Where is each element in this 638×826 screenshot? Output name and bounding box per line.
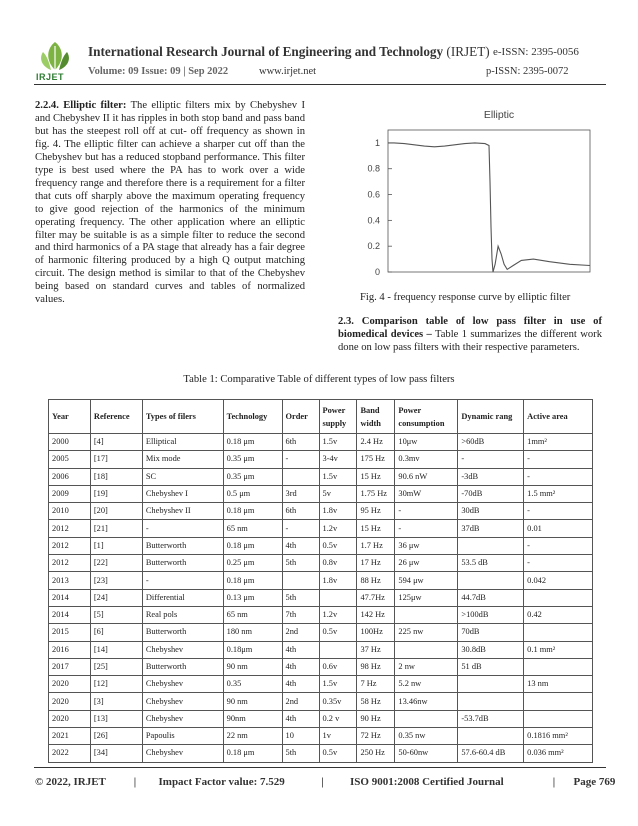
table-cell: 30.8dB (458, 641, 524, 658)
table-cell (395, 641, 458, 658)
table-cell: 65 nm (223, 520, 282, 537)
table-row (49, 485, 593, 502)
table-cell: 15 Hz (357, 520, 395, 537)
table-cell: [23] (90, 572, 142, 589)
table-cell: 2 nw (395, 658, 458, 675)
table-cell: [34] (90, 745, 142, 762)
table-cell: [19] (90, 485, 142, 502)
table-cell: [22] (90, 555, 142, 572)
table-header-row (49, 400, 593, 434)
table-cell: 2006 (49, 468, 91, 485)
elliptic-response-chart (350, 102, 600, 284)
table-cell: Butterworth (142, 624, 223, 641)
table-cell: - (282, 451, 319, 468)
table-cell: - (524, 537, 593, 554)
table-header-cell: Reference (90, 400, 142, 434)
table-cell: 10μw (395, 434, 458, 451)
table-cell: 90nm (223, 710, 282, 727)
table-cell: 1.8v (319, 572, 357, 589)
table-cell: 2012 (49, 555, 91, 572)
table-cell: 5v (319, 485, 357, 502)
table-row (49, 606, 593, 623)
table-row (49, 641, 593, 658)
table-cell: 90 nm (223, 658, 282, 675)
table-cell: -70dB (458, 485, 524, 502)
table-cell: 5th (282, 589, 319, 606)
chart-y-tick-label: 0.4 (367, 215, 380, 226)
table-cell: [5] (90, 606, 142, 623)
footer-copyright: © 2022, IRJET (35, 776, 106, 788)
footer-impact-factor: Impact Factor value: 7.529 (158, 776, 285, 788)
table-cell: 1.75 Hz (357, 485, 395, 502)
footer-page-number: Page 769 (573, 776, 616, 788)
table-cell: 180 nm (223, 624, 282, 641)
table-cell: 4th (282, 537, 319, 554)
table-cell: - (524, 468, 593, 485)
table-cell: Butterworth (142, 537, 223, 554)
table-cell: Chebyshev (142, 693, 223, 710)
table-cell: 36 μw (395, 537, 458, 554)
footer (35, 776, 615, 788)
table-cell: 3rd (282, 485, 319, 502)
table-cell: Real pols (142, 606, 223, 623)
journal-name: International Research Journal of Engineering and Technology (88, 44, 444, 59)
table-cell: [4] (90, 434, 142, 451)
table-cell: 0.3mv (395, 451, 458, 468)
table-cell: 0.042 (524, 572, 593, 589)
table-cell: 1.5 mm² (524, 485, 593, 502)
table-cell: 37 Hz (357, 641, 395, 658)
journal-title (88, 44, 490, 60)
table-cell: 90 nm (223, 693, 282, 710)
table-cell: 0.8v (319, 555, 357, 572)
table-row (49, 589, 593, 606)
table-cell: 26 μw (395, 555, 458, 572)
table-cell: 1.7 Hz (357, 537, 395, 554)
table-cell: 0.5v (319, 537, 357, 554)
elliptic-filter-heading: 2.2.4. Elliptic filter: (35, 100, 127, 111)
table-cell: 0.35 nw (395, 728, 458, 745)
table-cell: [12] (90, 676, 142, 693)
table-cell: Mix mode (142, 451, 223, 468)
table-cell (458, 676, 524, 693)
table-cell: 10 (282, 728, 319, 745)
table-cell: 2012 (49, 537, 91, 554)
table-header-cell: Types of filers (142, 400, 223, 434)
table-cell: - (524, 503, 593, 520)
table-cell: Butterworth (142, 658, 223, 675)
table-cell: 30mW (395, 485, 458, 502)
table-cell: [20] (90, 503, 142, 520)
table-cell (282, 468, 319, 485)
table-header-cell: Active area (524, 400, 593, 434)
table-header-cell: Year (49, 400, 91, 434)
table-cell: 7 Hz (357, 676, 395, 693)
table-cell: 50-60nw (395, 745, 458, 762)
table-cell: 175 Hz (357, 451, 395, 468)
table-cell (458, 537, 524, 554)
table-cell: 2020 (49, 710, 91, 727)
table-cell: 0.6v (319, 658, 357, 675)
table-cell: 0.2 v (319, 710, 357, 727)
table-cell: 4th (282, 710, 319, 727)
table-cell: 6th (282, 434, 319, 451)
table-cell: 594 μw (395, 572, 458, 589)
table-cell: 6th (282, 503, 319, 520)
table-cell: 57.6-60.4 dB (458, 745, 524, 762)
table-cell (524, 710, 593, 727)
table-header-cell: Dynamic rang (458, 400, 524, 434)
table-cell: 2020 (49, 676, 91, 693)
table-cell (524, 658, 593, 675)
table-row (49, 710, 593, 727)
table-cell: 17 Hz (357, 555, 395, 572)
footer-divider (34, 767, 606, 768)
table-row (49, 693, 593, 710)
table-cell: 0.5v (319, 624, 357, 641)
table-cell: 0.35 (223, 676, 282, 693)
comparison-section-paragraph (338, 315, 602, 354)
table-cell (458, 728, 524, 745)
chart-title: Elliptic (483, 109, 515, 121)
chart-series-line (388, 143, 590, 272)
table-row (49, 676, 593, 693)
table-cell: 3-4v (319, 451, 357, 468)
table-cell: 51 dB (458, 658, 524, 675)
table-cell: Butterworth (142, 555, 223, 572)
table-cell: Chebyshev II (142, 503, 223, 520)
table-row (49, 468, 593, 485)
table-row (49, 658, 593, 675)
comparison-section-heading: 2.3. Comparison table of low pass filter in use of biomedical devices – (338, 316, 602, 340)
table-cell: >100dB (458, 606, 524, 623)
table-cell: 0.1 mm² (524, 641, 593, 658)
table-cell: 13 nm (524, 676, 593, 693)
table-cell: 13.46nw (395, 693, 458, 710)
table-row (49, 572, 593, 589)
table-cell: 0.35 μm (223, 451, 282, 468)
table-cell: 2012 (49, 520, 91, 537)
table-cell: 90.6 nW (395, 468, 458, 485)
table-cell: 1v (319, 728, 357, 745)
table-cell: 2014 (49, 606, 91, 623)
table-cell: 2020 (49, 693, 91, 710)
table-cell: 0.5 μm (223, 485, 282, 502)
table-cell: 4th (282, 658, 319, 675)
table-cell: Papoulis (142, 728, 223, 745)
table-cell (524, 589, 593, 606)
footer-separator: | (552, 776, 556, 788)
table-cell: 2014 (49, 589, 91, 606)
table-cell: 2017 (49, 658, 91, 675)
table-cell: 2021 (49, 728, 91, 745)
table-cell: 0.1816 mm² (524, 728, 593, 745)
table-cell (458, 572, 524, 589)
table-body (49, 434, 593, 763)
table-cell: Chebyshev (142, 641, 223, 658)
table-cell: 0.35v (319, 693, 357, 710)
table-cell: 88 Hz (357, 572, 395, 589)
table-cell: Elliptical (142, 434, 223, 451)
table-cell: 22 nm (223, 728, 282, 745)
table-cell: 125μw (395, 589, 458, 606)
table-cell: - (524, 555, 593, 572)
table-cell: 90 Hz (357, 710, 395, 727)
table-cell: SC (142, 468, 223, 485)
table-row (49, 537, 593, 554)
chart-y-tick-label: 0.6 (367, 189, 380, 200)
table-row (49, 624, 593, 641)
table-cell: 30dB (458, 503, 524, 520)
table-cell (282, 572, 319, 589)
table-cell: 95 Hz (357, 503, 395, 520)
table-header-cell: Power supply (319, 400, 357, 434)
chart-y-tick-label: 0.8 (367, 163, 380, 174)
table-cell: - (282, 520, 319, 537)
elliptic-filter-body: The elliptic filters mix by Chebyshev I and Chebyshev II it has ripples in both stop band and pass band but has the steepest roll off at cut- off frequency as shown in fig. 4. The elliptic filter can achieve a sharper cut off than the Chebyshev but has a reduced stopband performance. This filter type is best used where the PA has to work over a wide frequency range and therefore there is a requirement for a filter that cuts off sharply above the maximum operating frequency to give good rejection of the harmonics of the minimum operating frequency. The other application where an elliptic filter may be suitable is as a simple filter to reduce the second and third harmonics of a PA stage that already has a fair degree of harmonic filtering produced by a high Q output matching circuit. The design method is similar to that of the Chebyshev being based on standard curves and tables of normalized values. (35, 100, 305, 306)
table-header-cell: Power consumption (395, 400, 458, 434)
table-cell (458, 693, 524, 710)
table-cell: [17] (90, 451, 142, 468)
table-cell: 2015 (49, 624, 91, 641)
table-cell: 2000 (49, 434, 91, 451)
table-cell: 70dB (458, 624, 524, 641)
table-cell: 2.4 Hz (357, 434, 395, 451)
table-cell: 47.7Hz (357, 589, 395, 606)
table-cell: [18] (90, 468, 142, 485)
elliptic-filter-paragraph (35, 100, 305, 307)
table-cell: [6] (90, 624, 142, 641)
table-cell: 4th (282, 676, 319, 693)
table-cell: 7th (282, 606, 319, 623)
table-cell: 0.18 μm (223, 745, 282, 762)
table-cell: 1.5v (319, 468, 357, 485)
table-row (49, 728, 593, 745)
table-cell: 15 Hz (357, 468, 395, 485)
table-cell: 4th (282, 641, 319, 658)
comparison-section-body: Table 1 summarizes the different work done on low pass filters with their respective parameters. (338, 329, 602, 353)
table-cell: 0.35 μm (223, 468, 282, 485)
table-cell: 2010 (49, 503, 91, 520)
table-cell (524, 693, 593, 710)
volume-issue: Volume: 09 Issue: 09 | Sep 2022 (88, 66, 229, 77)
table-cell: Chebyshev (142, 676, 223, 693)
table-cell: 2nd (282, 693, 319, 710)
table-cell: - (458, 451, 524, 468)
table-cell: 0.18 μm (223, 503, 282, 520)
table-cell: 44.7dB (458, 589, 524, 606)
table-cell: 100Hz (357, 624, 395, 641)
table-cell: 1.2v (319, 520, 357, 537)
table-cell (395, 606, 458, 623)
table-cell: 5th (282, 555, 319, 572)
table-cell: 142 Hz (357, 606, 395, 623)
table-cell: - (142, 572, 223, 589)
table-cell: 5.2 nw (395, 676, 458, 693)
table-cell: 0.036 mm² (524, 745, 593, 762)
table-cell: 2022 (49, 745, 91, 762)
table-cell: - (142, 520, 223, 537)
logo-text: IRJET (36, 72, 65, 82)
table-cell: 225 nw (395, 624, 458, 641)
table-cell (319, 589, 357, 606)
table-cell: Chebyshev (142, 745, 223, 762)
table-cell: Chebyshev (142, 710, 223, 727)
table-cell: -53.7dB (458, 710, 524, 727)
table-cell: 2016 (49, 641, 91, 658)
table-cell: 0.18 μm (223, 537, 282, 554)
table-cell: -3dB (458, 468, 524, 485)
table-cell: 5th (282, 745, 319, 762)
table-cell: 53.5 dB (458, 555, 524, 572)
table-cell: 1mm² (524, 434, 593, 451)
table-cell: - (395, 503, 458, 520)
table-cell: 2nd (282, 624, 319, 641)
table-cell: 37dB (458, 520, 524, 537)
chart-y-tick-label: 0 (374, 267, 380, 277)
p-issn: p-ISSN: 2395-0072 (486, 66, 569, 77)
table-row (49, 745, 593, 762)
table-cell: [21] (90, 520, 142, 537)
table-header-cell: Order (282, 400, 319, 434)
table-cell: 2009 (49, 485, 91, 502)
figure-caption: Fig. 4 - frequency response curve by elliptic filter (360, 292, 571, 303)
table-cell: 58 Hz (357, 693, 395, 710)
journal-abbr: (IRJET) (446, 44, 490, 59)
table-cell: 0.5v (319, 745, 357, 762)
table-cell (524, 624, 593, 641)
table-cell: 1.2v (319, 606, 357, 623)
table-cell: [1] (90, 537, 142, 554)
table-cell: [13] (90, 710, 142, 727)
table-row (49, 451, 593, 468)
table-cell: - (395, 520, 458, 537)
footer-separator: | (321, 776, 324, 788)
table-cell: [24] (90, 589, 142, 606)
table-cell: 65 nm (223, 606, 282, 623)
table-cell: 250 Hz (357, 745, 395, 762)
footer-separator: | (133, 776, 137, 788)
table-row (49, 555, 593, 572)
table-cell: [3] (90, 693, 142, 710)
comparison-table (48, 399, 593, 763)
table-cell: Chebyshev I (142, 485, 223, 502)
header-divider (34, 84, 606, 85)
table-cell (319, 641, 357, 658)
table-cell: [26] (90, 728, 142, 745)
footer-iso: ISO 9001:2008 Certified Journal (350, 776, 504, 788)
table-cell: 72 Hz (357, 728, 395, 745)
table-cell: [25] (90, 658, 142, 675)
table-cell: 0.18 μm (223, 434, 282, 451)
table-cell: 0.25 μm (223, 555, 282, 572)
table-caption: Table 1: Comparative Table of different types of low pass filters (183, 374, 455, 385)
table-cell: [14] (90, 641, 142, 658)
table-cell: - (524, 451, 593, 468)
e-issn: e-ISSN: 2395-0056 (493, 46, 579, 58)
table-cell: 1.5v (319, 434, 357, 451)
website-link[interactable]: www.irjet.net (259, 66, 317, 77)
table-cell: 2005 (49, 451, 91, 468)
table-cell: 2013 (49, 572, 91, 589)
table-cell: 0.18 μm (223, 572, 282, 589)
chart-y-tick-label: 0.2 (367, 241, 380, 252)
table-cell: 98 Hz (357, 658, 395, 675)
table-cell: 0.13 μm (223, 589, 282, 606)
table-row (49, 520, 593, 537)
chart-y-tick-label: 1 (374, 137, 380, 148)
table-cell: >60dB (458, 434, 524, 451)
table-cell: 1.5v (319, 676, 357, 693)
table-cell: 0.01 (524, 520, 593, 537)
table-cell: 1.8v (319, 503, 357, 520)
table-cell: 0.42 (524, 606, 593, 623)
table-header-cell: Technology (223, 400, 282, 434)
table-cell: 0.18μm (223, 641, 282, 658)
table-row (49, 503, 593, 520)
table-cell (395, 710, 458, 727)
table-row (49, 434, 593, 451)
table-cell: Differential (142, 589, 223, 606)
table-header-cell: Band width (357, 400, 395, 434)
